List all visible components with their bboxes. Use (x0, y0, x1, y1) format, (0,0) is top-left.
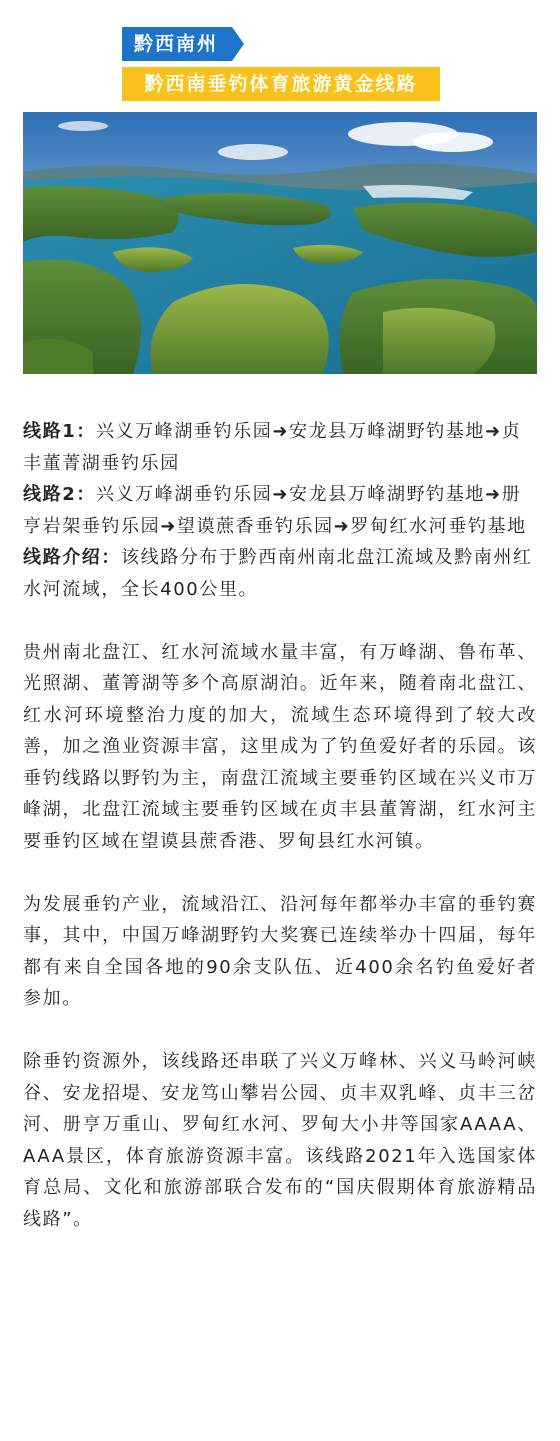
route-2-label: 线路2： (23, 484, 96, 505)
route-intro (23, 542, 537, 605)
route-1-text: 兴义万峰湖垂钓乐园➜安龙县万峰湖野钓基地➜贞丰董菁湖垂钓乐园 (23, 421, 522, 474)
route-intro-text: 该线路分布于黔西南州南北盘江流域及黔南州红水河流域，全长400公里。 (23, 547, 533, 600)
region-tag: 黔西南州 (122, 27, 232, 61)
route-2 (23, 479, 537, 542)
paragraph-attractions: 除垂钓资源外，该线路还串联了兴义万峰林、兴义马岭河峡谷、安龙招堤、安龙笃山攀岩公园、贞丰双乳峰、贞丰三岔河、册亨万重山、罗甸红水河、罗甸大小井等国家AAAA、AAA景区，体育旅游资源丰富。该线路2021年入选国家体育总局、文化和旅游部联合发布的“国庆假期体育旅游精品线路”。 (23, 1051, 537, 1230)
route-1-label: 线路1： (23, 421, 96, 442)
paragraph-rivers: 贵州南北盘江、红水河流域水量丰富，有万峰湖、鲁布革、光照湖、董箐湖等多个高原湖泊。近年来，随着南北盘江、红水河环境整治力度的加大，流域生态环境得到了较大改善，加之渔业资源丰富，这里成为了钓鱼爱好者的乐园。该垂钓线路以野钓为主，南盘江流域主要垂钓区域在兴义市万峰湖，北盘江流域主要垂钓区域在贞丰县董箐湖，红水河主要垂钓区域在望谟县蔗香港、罗甸县红水河镇。 (23, 641, 537, 852)
route-intro-label: 线路介绍： (23, 547, 121, 568)
route-1 (23, 416, 537, 479)
article-body (23, 416, 537, 1235)
route-title-banner: 黔西南垂钓体育旅游黄金线路 (122, 67, 440, 101)
lake-landscape-photo (23, 112, 537, 374)
route-2-text: 兴义万峰湖垂钓乐园➜安龙县万峰湖野钓基地➜册亨岩架垂钓乐园➜望谟蔗香垂钓乐园➜罗甸红水河垂钓基地 (23, 484, 527, 537)
paragraph-events: 为发展垂钓产业，流域沿江、沿河每年都举办丰富的垂钓赛事，其中，中国万峰湖野钓大奖赛已连续举办十四届，每年都有来自全国各地的90余支队伍、近400余名钓鱼爱好者参加。 (23, 893, 537, 1009)
